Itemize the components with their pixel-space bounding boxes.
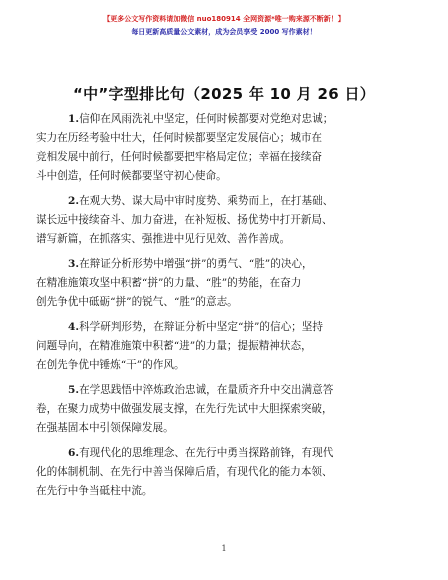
paragraph-line <box>36 192 410 211</box>
paragraph-number: 1. <box>68 113 80 125</box>
paragraph-line: 在先行中争当砥柱中流。 <box>36 485 153 497</box>
paragraph-number: 4. <box>68 321 80 333</box>
paragraph-line: 在创先争优中锤炼“干”的作风。 <box>36 359 185 371</box>
promo-banner-line-1 <box>0 15 448 24</box>
document-title: “中”字型排比句（2025 年 10 月 26 日） <box>72 85 376 103</box>
promo-text-a: 【更多公文写作资料请加微信 <box>103 15 197 23</box>
paragraph-line: 谱写新篇，在抓落实、强推进中见行见效、善作善成。 <box>36 233 291 245</box>
paragraph-number: 2. <box>68 195 80 207</box>
paragraph-line <box>36 110 410 129</box>
paragraph-number: 5. <box>68 384 80 396</box>
promo-banner-line-2: 每日更新高质量公文素材，成为会员享受 2000 写作素材！ <box>131 28 317 36</box>
paragraph-line: 斗中创造，任何时候都要坚守初心使命。 <box>36 170 227 182</box>
paragraph-4 <box>36 318 410 375</box>
paragraph-line: 卷，在聚力成势中做强发展支撑，在先行先试中大胆探索突破， <box>36 403 333 415</box>
paragraph-line <box>36 318 410 337</box>
paragraph-1 <box>36 110 410 186</box>
paragraph-5 <box>36 381 410 438</box>
paragraph-number: 3. <box>68 258 80 270</box>
paragraph-line: 问题导向，在精准施策中积蓄“进”的力量；提振精神状态， <box>36 340 312 352</box>
paragraph-3 <box>36 255 410 312</box>
paragraph-line <box>36 444 410 463</box>
paragraph-number: 6. <box>68 447 80 459</box>
paragraph-line: 化的体制机制、在先行中善当保障后盾，有现代化的能力本领、 <box>36 466 333 478</box>
paragraph-line: 在精准施策攻坚中积蓄“拼”的力量、“胜”的势能，在奋力 <box>36 277 302 289</box>
paragraph-line: 创先争优中砥砺“拼”的锐气、“胜”的意志。 <box>36 296 238 308</box>
paragraph-text: 在学思践悟中淬炼政治忠诚，在量质齐升中交出满意答 <box>79 384 334 396</box>
paragraph-text: 科学研判形势，在辩证分析中坚定“拼”的信心；坚持 <box>79 321 323 333</box>
paragraph-2 <box>36 192 410 249</box>
paragraph-line: 竞相发展中前行，任何时候都要把牢格局定位；幸福在接续奋 <box>36 151 323 163</box>
paragraph-text: 在辩证分析形势中增强“拼”的勇气、“胜”的决心， <box>79 258 313 270</box>
paragraph-text: 信仰在风雨洗礼中坚定，任何时候都要对党绝对忠诚； <box>79 113 334 125</box>
paragraph-text: 有现代化的思维理念、在先行中勇当探路前锋，有现代 <box>79 447 334 459</box>
promo-text-c: 全网资源*唯一购来源不断新！】 <box>240 15 345 23</box>
paragraph-line: 在强基固本中引领保障发展。 <box>36 422 174 434</box>
paragraph-line <box>36 381 410 400</box>
paragraph-6 <box>36 444 410 501</box>
paragraph-text: 在观大势、谋大局中审时度势、乘势而上，在打基础、 <box>79 195 334 207</box>
promo-wechat-id: nuo180914 <box>196 15 241 23</box>
page-number: 1 <box>221 544 227 553</box>
paragraph-line <box>36 255 410 274</box>
paragraph-line: 实力在历经考验中壮大，任何时候都要坚定发展信心；城市在 <box>36 132 323 144</box>
paragraph-line: 谋长远中接续奋斗、加力奋进，在补短板、扬优势中打开新局、 <box>36 214 333 226</box>
